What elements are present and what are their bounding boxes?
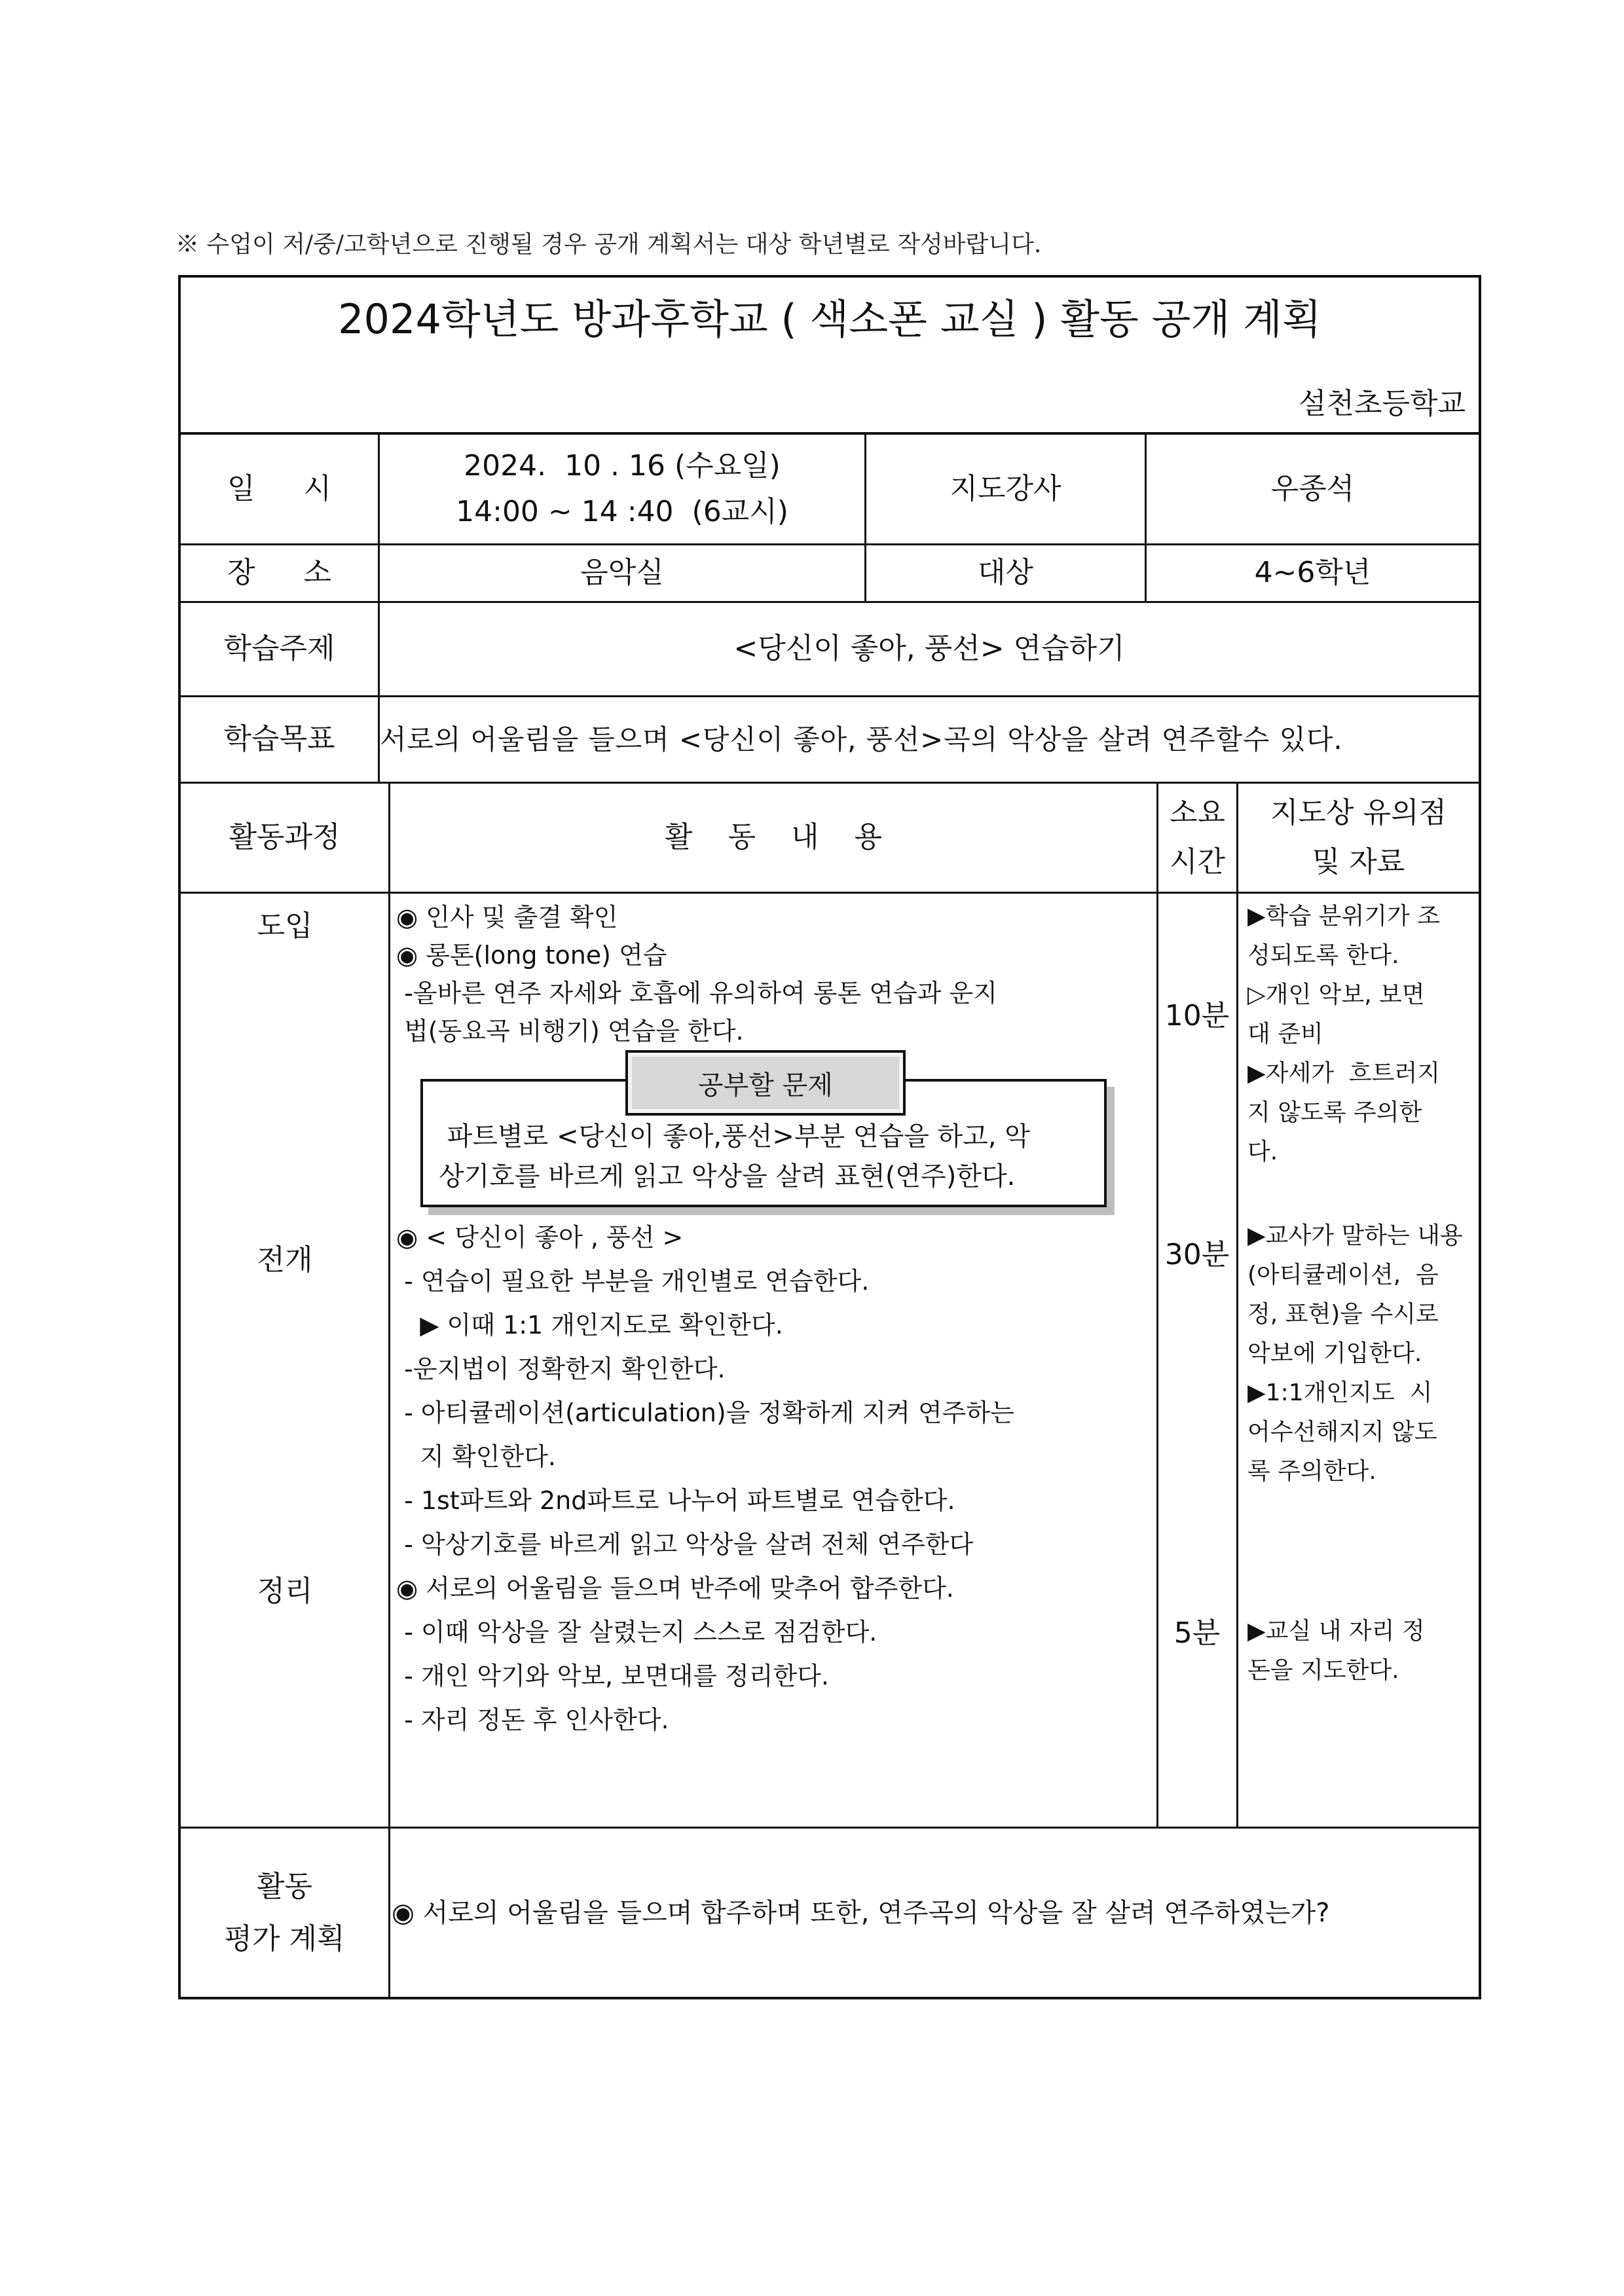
note-line: 성되도록 한다. — [1247, 942, 1399, 969]
note-line: 대 준비 — [1247, 1021, 1323, 1048]
note-line: ▶교실 내 자리 정 — [1247, 1618, 1425, 1645]
evaluation-label-line: 평가 계획 — [224, 1922, 345, 1956]
notice-text: ※ 수업이 저/중/고학년으로 진행될 경우 공개 계획서는 대상 학년별로 작성바랍니다. — [175, 231, 1042, 258]
note-line: 어수선해지지 않도 — [1247, 1419, 1437, 1446]
content-line: - 아티큘레이션(articulation)을 정확하게 지켜 연주하는 — [396, 1398, 1014, 1427]
time-header — [1158, 784, 1236, 892]
content-line: ◉ 인사 및 출결 확인 — [396, 903, 618, 932]
evaluation-text: ◉ 서로의 어울림을 들으며 합주하며 또한, 연주곡의 악상을 잘 살려 연주하였는가? — [392, 1897, 1330, 1928]
content-line: ▶ 이때 1:1 개인지도로 확인한다. — [396, 1311, 783, 1339]
note-line: ▷개인 악보, 보면 — [1247, 981, 1425, 1008]
content-line: - 자리 정돈 후 인사한다. — [396, 1705, 669, 1734]
column-divider — [1236, 782, 1238, 1828]
learning-problem-text — [439, 1117, 1094, 1197]
place-value: 음악실 — [580, 556, 664, 590]
note-line: (아티큘레이션, 음 — [1247, 1262, 1439, 1288]
content-line: - 1st파트와 2nd파트로 나누어 파트별로 연습한다. — [396, 1486, 955, 1515]
time-header-line: 시간 — [1169, 845, 1225, 879]
content-line: ◉ 서로의 어울림을 들으며 반주에 맞추어 합주한다. — [396, 1574, 954, 1603]
page-title: 2024학년도 방과후학교 ( 색소폰 교실 ) 활동 공개 계획 — [338, 295, 1321, 343]
date-value — [380, 435, 864, 543]
time-header-line: 소요 — [1169, 795, 1225, 829]
topic-value: <당신이 좋아, 풍선> 연습하기 — [733, 632, 1125, 666]
intro-content — [396, 898, 997, 1050]
notes-intro — [1247, 897, 1480, 1172]
content-line: - 개인 악기와 악보, 보면대를 정리한다. — [396, 1662, 829, 1690]
notes-header-line: 및 자료 — [1312, 845, 1405, 879]
note-line: 다. — [1247, 1139, 1278, 1165]
note-line: 악보에 기입한다. — [1247, 1340, 1422, 1367]
note-line: 록 주의한다. — [1247, 1458, 1376, 1485]
evaluation-label-line: 활동 — [256, 1870, 312, 1904]
note-line: 정, 표현)을 수시로 — [1247, 1301, 1439, 1328]
note-line: 지 않도록 주의한 — [1247, 1099, 1422, 1126]
notes-header — [1238, 784, 1479, 892]
process-header: 활동과정 — [229, 820, 341, 854]
place-label: 장 소 — [227, 556, 331, 590]
topic-label: 학습주제 — [223, 632, 335, 666]
school-name: 설천초등학교 — [1298, 387, 1466, 420]
content-line: 법(동요곡 비행기) 연습을 한다. — [396, 1017, 744, 1046]
stage-wrap: 정리 — [257, 1575, 313, 1608]
content-line: - 악상기호를 바르게 읽고 악상을 살려 전체 연주한다 — [396, 1530, 974, 1559]
content-line: -올바른 연주 자세와 호흡에 유의하여 롱톤 연습과 운지 — [396, 979, 997, 1008]
develop-content — [396, 1216, 1014, 1742]
content-line: ◉ 롱톤(long tone) 연습 — [396, 941, 667, 970]
time-intro: 10분 — [1164, 999, 1230, 1032]
notes-develop — [1247, 1216, 1480, 1491]
target-label: 대상 — [977, 556, 1033, 590]
time-wrap: 5분 — [1173, 1616, 1221, 1650]
notes-wrap — [1247, 1612, 1480, 1690]
instructor-label: 지도강사 — [950, 471, 1061, 505]
stage-intro: 도입 — [257, 909, 313, 943]
evaluation-label — [181, 1829, 388, 1997]
problem-line: 파트별로 <당신이 좋아,풍선>부분 연습을 하고, 악 — [439, 1121, 1030, 1152]
content-header: 활 동 내 용 — [665, 820, 882, 854]
content-line: -운지법이 정확한지 확인한다. — [396, 1355, 726, 1383]
date-line: 2024. 10 . 16 (수요일) — [464, 448, 781, 483]
instructor-name: 우종석 — [1270, 471, 1355, 505]
content-line: - 연습이 필요한 부분을 개인별로 연습한다. — [396, 1267, 870, 1296]
note-line: ▶자세가 흐트러지 — [1247, 1060, 1441, 1087]
problem-line: 상기호를 바르게 읽고 악상을 살려 표현(연주)한다. — [439, 1161, 1016, 1192]
row-divider — [178, 892, 1481, 894]
note-line: ▶1:1개인지도 시 — [1247, 1379, 1433, 1406]
content-line: 지 확인한다. — [396, 1442, 556, 1471]
content-line: - 이때 악상을 잘 살렸는지 스스로 점검한다. — [396, 1618, 877, 1647]
date-label: 일 시 — [227, 471, 331, 505]
content-line: ◉ < 당신이 좋아 , 풍선 > — [396, 1223, 684, 1252]
time-develop: 30분 — [1164, 1238, 1230, 1271]
learning-problem-label: 공부할 문제 — [625, 1050, 906, 1116]
note-line: ▶교사가 말하는 내용 — [1247, 1222, 1463, 1249]
note-line: ▶학습 분위기가 조 — [1247, 903, 1441, 930]
notes-header-line: 지도상 유의점 — [1270, 795, 1447, 829]
column-divider — [1156, 782, 1158, 1828]
time-line: 14:00 ~ 14 :40 (6교시) — [456, 495, 788, 528]
column-divider — [388, 782, 390, 1999]
goal-value: 서로의 어울림을 들으며 <당신이 좋아, 풍선>곡의 악상을 살려 연주할수 있다. — [380, 723, 1343, 756]
goal-label: 학습목표 — [223, 722, 335, 756]
stage-develop: 전개 — [257, 1243, 313, 1277]
target-value: 4~6학년 — [1254, 556, 1371, 590]
note-line: 돈을 지도한다. — [1247, 1657, 1399, 1684]
